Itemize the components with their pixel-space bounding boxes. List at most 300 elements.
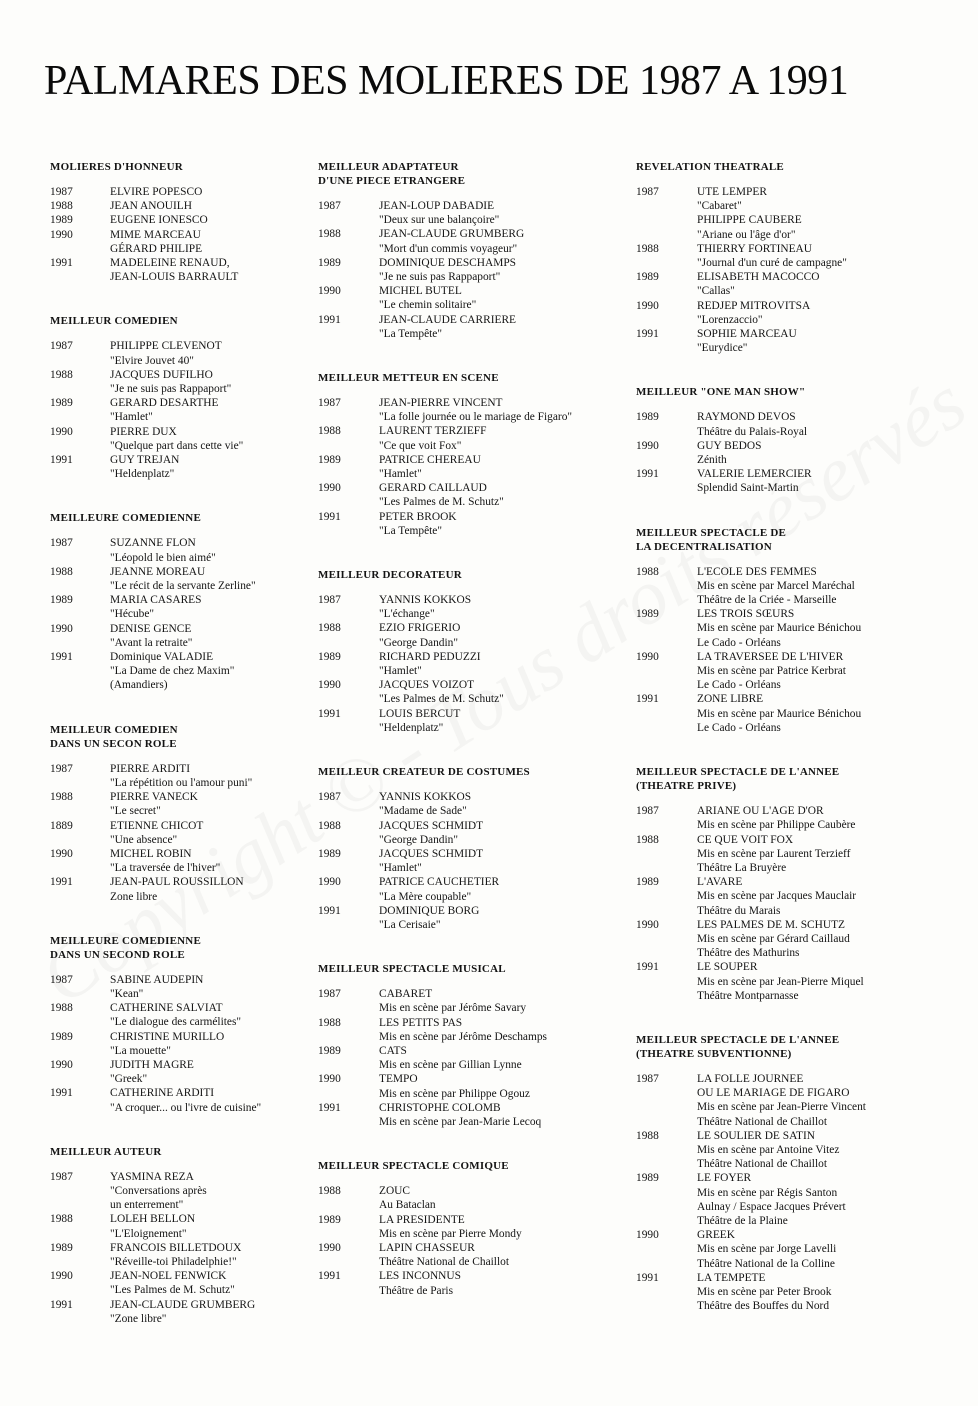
award-year: 1889 (50, 819, 73, 832)
award-details (110, 819, 312, 847)
award-entry (636, 960, 972, 1003)
laureate-detail: Mis en scène par Jean-Pierre Vincent (697, 1101, 866, 1114)
award-year: 1991 (50, 876, 73, 889)
award-details (379, 593, 618, 621)
award-section (318, 1159, 618, 1298)
award-entry (318, 1072, 618, 1100)
laureate-detail: Mis en scène par Maurice Bénichou (697, 707, 862, 720)
award-year: 1987 (318, 200, 341, 212)
award-details (697, 1171, 972, 1228)
award-entry (50, 1001, 312, 1029)
award-entry (50, 650, 312, 693)
award-year: 1990 (50, 425, 73, 438)
laureate-detail: Mis en scène par Jacques Mauclair (697, 890, 857, 903)
award-details (379, 1269, 618, 1297)
laureate-name: LAURENT TERZIEFF (379, 425, 487, 438)
award-entry (636, 439, 972, 467)
laureate-detail: Théâtre du Palais-Royal (697, 425, 808, 438)
award-details (110, 1241, 312, 1269)
award-details (110, 762, 312, 790)
laureate-name: LOUIS BERCUT (379, 707, 461, 720)
laureate-detail: "Ariane ou l'âge d'or" (697, 228, 796, 241)
column-1 (50, 160, 312, 1326)
award-entry (636, 875, 972, 918)
laureate-name: ZOUC (379, 1185, 411, 1198)
award-entry (318, 199, 618, 227)
award-year: 1991 (636, 328, 659, 341)
award-year: 1989 (50, 1241, 73, 1254)
award-year: 1990 (636, 918, 659, 931)
award-details (697, 650, 972, 693)
award-year: 1990 (636, 299, 659, 312)
laureate-detail: "La Cerisaie" (379, 918, 441, 931)
award-details (379, 707, 618, 735)
laureate-name: LAPIN CHASSEUR (379, 1241, 475, 1254)
laureate-detail: Mis en scène par Antoine Vitez (697, 1143, 840, 1156)
laureate-name: EUGENE IONESCO (110, 214, 208, 227)
laureate-name: YANNIS KOKKOS (379, 791, 472, 804)
award-details (697, 607, 972, 650)
laureate-detail: "George Dandin" (379, 636, 458, 649)
laureate-name: JACQUES SCHMIDT (379, 847, 484, 860)
laureate-detail: Théâtre des Mathurins (697, 947, 800, 960)
laureate-detail: "George Dandin" (379, 833, 458, 846)
laureate-name: JEAN-CLAUDE GRUMBERG (110, 1298, 256, 1311)
award-year: 1987 (318, 988, 341, 1001)
award-year: 1989 (318, 1044, 341, 1057)
laureate-name: SOPHIE MARCEAU (697, 328, 797, 341)
award-entry (318, 678, 618, 706)
award-year: 1990 (636, 439, 659, 452)
award-entry (636, 242, 972, 270)
award-entry (318, 510, 618, 538)
award-details (379, 819, 618, 847)
laureate-name: SABINE AUDEPIN (110, 973, 204, 986)
award-entry (50, 847, 312, 875)
laureate-detail: Mis en scène par Peter Brook (697, 1285, 832, 1298)
award-year: 1990 (636, 1229, 659, 1242)
award-details (697, 804, 972, 832)
award-details (110, 213, 312, 227)
award-details (110, 1212, 312, 1240)
laureate-name: LA TEMPETE (697, 1271, 766, 1284)
award-year: 1989 (318, 453, 341, 466)
award-title: MEILLEUR DECORATEUR (318, 569, 462, 582)
laureate-detail: Mis en scène par Jérôme Savary (379, 1002, 527, 1015)
award-entry (50, 425, 312, 453)
laureate-detail: Théâtre des Bouffes du Nord (697, 1300, 830, 1313)
award-title: REVELATION THEATRALE (636, 161, 784, 173)
laureate-name: GREEK (697, 1229, 735, 1242)
award-entry (50, 1170, 312, 1213)
award-entry (636, 185, 972, 242)
award-details (697, 299, 972, 327)
award-details (110, 565, 312, 593)
award-year: 1991 (318, 510, 341, 523)
award-entry (318, 621, 618, 649)
laureate-name: GERARD DESARTHE (110, 397, 219, 410)
laureate-detail: Au Bataclan (379, 1199, 436, 1212)
laureate-detail: Le Cado - Orléans (697, 636, 781, 649)
award-details (110, 847, 312, 875)
laureate-name: L'AVARE (697, 876, 743, 889)
laureate-name: CHRISTOPHE COLOMB (379, 1101, 501, 1114)
laureate-detail: "Kean" (110, 987, 144, 1000)
laureate-name: GERARD CAILLAUD (379, 482, 487, 495)
award-details (379, 1184, 618, 1212)
laureate-detail: "Ce que voit Fox" (379, 439, 462, 452)
laureate-detail: Mis en scène par Philippe Ogouz (379, 1087, 530, 1100)
award-entry (318, 875, 618, 903)
award-details (110, 339, 312, 367)
laureate-detail: Théâtre Montparnasse (697, 989, 799, 1002)
award-year: 1991 (318, 904, 341, 917)
award-section (318, 765, 618, 932)
laureate-detail: "Hamlet" (379, 665, 422, 678)
award-year: 1987 (50, 973, 73, 986)
award-details (379, 1213, 618, 1241)
award-year: 1987 (50, 1170, 73, 1183)
laureate-name: ETIENNE CHICOT (110, 819, 204, 832)
award-year: 1987 (318, 594, 341, 607)
award-year: 1991 (318, 1101, 341, 1114)
laureate-detail: Théâtre La Bruyère (697, 861, 787, 874)
laureate-name: CATS (379, 1044, 407, 1057)
award-entry (318, 284, 618, 312)
award-year: 1991 (50, 1087, 73, 1100)
laureate-detail: Théâtre National de Chaillot (379, 1256, 509, 1269)
laureate-name: MIME MARCEAU (110, 228, 201, 241)
award-entry (50, 1298, 312, 1326)
laureate-detail: "Cabaret" (697, 200, 742, 213)
award-entry (318, 847, 618, 875)
laureate-detail: Théâtre de Paris (379, 1284, 454, 1297)
award-entry (50, 453, 312, 481)
award-entry (50, 622, 312, 650)
laureate-name: MADELEINE RENAUD, (110, 257, 230, 270)
award-entry (318, 1016, 618, 1044)
award-year: 1990 (636, 650, 659, 663)
laureate-detail: "Les Palmes de M. Schutz" (379, 496, 504, 509)
award-entry (636, 833, 972, 876)
award-entry (318, 1101, 618, 1129)
award-title: MEILLEURE COMEDIENNE DANS UN SECOND ROLE (50, 934, 201, 961)
award-details (110, 199, 312, 213)
award-entry (636, 410, 972, 438)
award-details (379, 424, 618, 452)
laureate-detail: Zone libre (110, 890, 158, 903)
award-entry (50, 1030, 312, 1058)
award-entry (50, 1241, 312, 1269)
laureate-detail: "Lorenzaccio" (697, 313, 763, 326)
award-year: 1991 (50, 1298, 73, 1311)
award-details (110, 453, 312, 481)
laureate-name: REDJEP MITROVITSA (697, 299, 811, 312)
award-details (697, 270, 972, 298)
laureate-detail: "Heldenplatz" (110, 468, 175, 481)
award-title: MEILLEUR CREATEUR DE COSTUMES (318, 766, 530, 779)
award-details (379, 678, 618, 706)
laureate-detail: Mis en scène par Jean-Marie Lecoq (379, 1115, 542, 1128)
laureate-name: CATHERINE ARDITI (110, 1087, 215, 1100)
award-entry (50, 819, 312, 847)
award-entry (636, 650, 972, 693)
award-year: 1987 (318, 791, 341, 804)
award-entry (318, 256, 618, 284)
laureate-detail: JEAN-LOUIS BARRAULT (110, 271, 239, 284)
laureate-name: LA FOLLE JOURNEE (697, 1072, 804, 1085)
laureate-name: JEAN-CLAUDE CARRIERE (379, 313, 516, 326)
award-entry (50, 256, 312, 284)
award-entry (318, 650, 618, 678)
page-title: PALMARES DES MOLIERES DE 1987 A 1991 (44, 58, 849, 104)
laureate-name: JACQUES SCHMIDT (379, 819, 484, 832)
award-details (697, 439, 972, 467)
award-details (697, 242, 972, 270)
laureate-detail: "Le chemin solitaire" (379, 299, 477, 312)
award-title: MEILLEUR COMEDIEN (50, 315, 178, 328)
award-details (697, 327, 972, 355)
laureate-detail: "Quelque part dans cette vie" (110, 439, 244, 452)
laureate-name: JEANNE MOREAU (110, 565, 206, 578)
award-entry (318, 1241, 618, 1269)
award-details (110, 650, 312, 693)
award-details (110, 622, 312, 650)
laureate-detail: "A croquer... ou l'ivre de cuisine" (110, 1101, 262, 1114)
award-section (636, 765, 972, 1003)
laureate-detail: un enterrement" (110, 1199, 184, 1212)
laureate-detail: Théâtre National de la Colline (697, 1257, 835, 1270)
laureate-detail: Mis en scène par Gillian Lynne (379, 1059, 522, 1072)
award-entry (318, 227, 618, 255)
laureate-detail: Mis en scène par Gérard Caillaud (697, 932, 850, 945)
laureate-name: EZIO FRIGERIO (379, 622, 461, 635)
laureate-name: LOLEH BELLON (110, 1213, 196, 1226)
award-entry (318, 1044, 618, 1072)
award-entry (50, 368, 312, 396)
award-details (697, 875, 972, 918)
award-entry (50, 973, 312, 1001)
laureate-name: PIERRE VANECK (110, 791, 198, 804)
award-year: 1988 (636, 1129, 659, 1142)
laureate-detail: "Le dialogue des carmélites" (110, 1016, 242, 1029)
award-section (636, 160, 972, 355)
laureate-name: MARIA CASARES (110, 594, 202, 607)
laureate-detail: Le Cado - Orléans (697, 679, 781, 692)
award-entry (318, 313, 618, 341)
award-details (110, 1269, 312, 1297)
award-year: 1988 (318, 819, 341, 832)
award-details (379, 650, 618, 678)
laureate-name: JEAN-NOEL FENWICK (110, 1270, 227, 1283)
award-year: 1991 (50, 651, 73, 664)
laureate-name: ARIANE OU L'AGE D'OR (697, 805, 824, 818)
award-year: 1990 (318, 285, 341, 298)
laureate-name: PATRICE CHEREAU (379, 453, 481, 466)
award-year: 1989 (636, 1172, 659, 1185)
award-entry (50, 1086, 312, 1114)
laureate-detail: PHILIPPE CAUBERE (697, 214, 802, 227)
award-entry (50, 339, 312, 367)
award-entry (50, 1212, 312, 1240)
award-entry (636, 918, 972, 961)
award-year: 1990 (318, 1073, 341, 1086)
laureate-name: SUZANNE FLON (110, 537, 196, 550)
award-entry (318, 424, 618, 452)
award-section (318, 371, 618, 538)
laureate-name: JEAN-LOUP DABADIE (379, 200, 495, 212)
award-details (110, 185, 312, 199)
award-year: 1990 (50, 1058, 73, 1071)
award-entry (50, 213, 312, 227)
laureate-detail: "La Tempête" (379, 327, 443, 340)
laureate-detail: "Hamlet" (379, 468, 422, 481)
award-title: MEILLEUR METTEUR EN SCENE (318, 372, 499, 385)
award-details (697, 692, 972, 735)
award-details (379, 1016, 618, 1044)
award-details (697, 185, 972, 242)
award-title: MEILLEUR SPECTACLE COMIQUE (318, 1160, 509, 1173)
award-entry (50, 1058, 312, 1086)
laureate-name: TEMPO (379, 1073, 418, 1086)
laureate-detail: Mis en scène par Marcel Maréchal (697, 579, 855, 592)
award-section (50, 1145, 312, 1326)
award-year: 1988 (636, 833, 659, 846)
award-entry (636, 1072, 972, 1129)
laureate-name: PIERRE DUX (110, 425, 177, 438)
award-details (379, 481, 618, 509)
laureate-name: JACQUES VOIZOT (379, 679, 475, 692)
award-details (379, 790, 618, 818)
award-year: 1989 (50, 1030, 73, 1043)
laureate-name: LES INCONNUS (379, 1270, 461, 1283)
laureate-detail: "Hécube" (110, 608, 155, 621)
award-details (110, 228, 312, 256)
laureate-detail: "Journal d'un curé de campagne" (697, 257, 847, 270)
laureate-detail: Théâtre de la Criée - Marseille (697, 594, 837, 607)
award-entry (636, 1271, 972, 1314)
award-details (110, 1086, 312, 1114)
award-details (110, 1170, 312, 1213)
award-entry (636, 270, 972, 298)
laureate-name: ZONE LIBRE (697, 693, 764, 706)
award-entry (318, 481, 618, 509)
laureate-detail: Mis en scène par Pierre Mondy (379, 1227, 522, 1240)
award-details (379, 904, 618, 932)
award-details (379, 510, 618, 538)
laureate-name: RICHARD PEDUZZI (379, 650, 481, 663)
award-entry (636, 1171, 972, 1228)
award-year: 1987 (318, 397, 341, 410)
laureate-detail: GÉRARD PHILIPE (110, 242, 203, 255)
award-entry (318, 819, 618, 847)
award-year: 1988 (50, 791, 73, 804)
laureate-detail: "La folle journée ou le mariage de Figaro" (379, 411, 573, 424)
award-entry (636, 565, 972, 608)
award-details (110, 973, 312, 1001)
laureate-name: MICHEL ROBIN (110, 847, 192, 860)
award-details (379, 313, 618, 341)
award-title: MEILLEURE COMEDIENNE (50, 512, 201, 525)
award-year: 1988 (50, 368, 73, 381)
award-year: 1989 (636, 411, 659, 424)
laureate-detail: "La mouette" (110, 1044, 171, 1057)
laureate-name: CE QUE VOIT FOX (697, 833, 794, 846)
award-year: 1987 (50, 537, 73, 550)
award-year: 1991 (636, 1271, 659, 1284)
laureate-detail: "Léopold le bien aimé" (110, 551, 216, 564)
laureate-detail: "Hamlet" (379, 862, 422, 875)
award-section (50, 160, 312, 284)
award-entry (50, 565, 312, 593)
laureate-name: ELISABETH MACOCCO (697, 271, 820, 284)
laureate-name: LES TROIS SŒURS (697, 608, 795, 621)
award-year: 1990 (318, 679, 341, 692)
laureate-detail: "Les Palmes de M. Schutz" (379, 693, 504, 706)
laureate-detail: Mis en scène par Patrice Kerbrat (697, 665, 846, 678)
award-entry (318, 1184, 618, 1212)
laureate-name: LA PRESIDENTE (379, 1213, 465, 1226)
laureate-name: DENISE GENCE (110, 622, 192, 635)
award-year: 1991 (50, 454, 73, 467)
laureate-detail: "Greek" (110, 1073, 148, 1086)
award-year: 1988 (318, 622, 341, 635)
award-year: 1989 (318, 847, 341, 860)
laureate-detail: "Hamlet" (110, 411, 153, 424)
laureate-name: LE SOULIER DE SATIN (697, 1129, 816, 1142)
laureate-name: CHRISTINE MURILLO (110, 1030, 225, 1043)
laureate-name: YASMINA REZA (110, 1170, 194, 1183)
award-section (318, 962, 618, 1129)
laureate-name: GUY BEDOS (697, 439, 762, 452)
award-section (636, 385, 972, 495)
laureate-name: PATRICE CAUCHETIER (379, 876, 500, 889)
award-entry (50, 396, 312, 424)
award-year: 1987 (50, 762, 73, 775)
laureate-detail: "La Dame de chez Maxim" (110, 665, 235, 678)
award-details (379, 621, 618, 649)
award-entry (636, 327, 972, 355)
award-title: MEILLEUR SPECTACLE DE L'ANNEE (THEATRE PRIVE) (636, 766, 840, 793)
laureate-detail: Le Cado - Orléans (697, 721, 781, 734)
award-details (110, 368, 312, 396)
award-entry (318, 593, 618, 621)
award-year: 1989 (636, 271, 659, 284)
laureate-detail: OU LE MARIAGE DE FIGARO (697, 1087, 850, 1100)
award-entry (318, 707, 618, 735)
award-year: 1988 (50, 1213, 73, 1226)
award-title: MEILLEUR ADAPTATEUR D'UNE PIECE ETRANGERE (318, 161, 466, 187)
laureate-name: JEAN-PAUL ROUSSILLON (110, 876, 244, 889)
award-details (379, 1101, 618, 1129)
award-entry (50, 593, 312, 621)
award-year: 1989 (50, 397, 73, 410)
award-year: 1991 (318, 1270, 341, 1283)
award-details (379, 1072, 618, 1100)
award-details (379, 396, 618, 424)
award-title: MOLIERES D'HONNEUR (50, 161, 183, 173)
award-year: 1987 (636, 186, 659, 198)
laureate-name: JACQUES DUFILHO (110, 368, 213, 381)
laureate-name: PHILIPPE CLEVENOT (110, 340, 222, 353)
award-year: 1988 (636, 242, 659, 255)
award-details (110, 790, 312, 818)
award-year: 1988 (50, 565, 73, 578)
award-details (697, 1072, 972, 1129)
award-details (110, 593, 312, 621)
award-details (697, 410, 972, 438)
award-year: 1991 (50, 257, 73, 270)
